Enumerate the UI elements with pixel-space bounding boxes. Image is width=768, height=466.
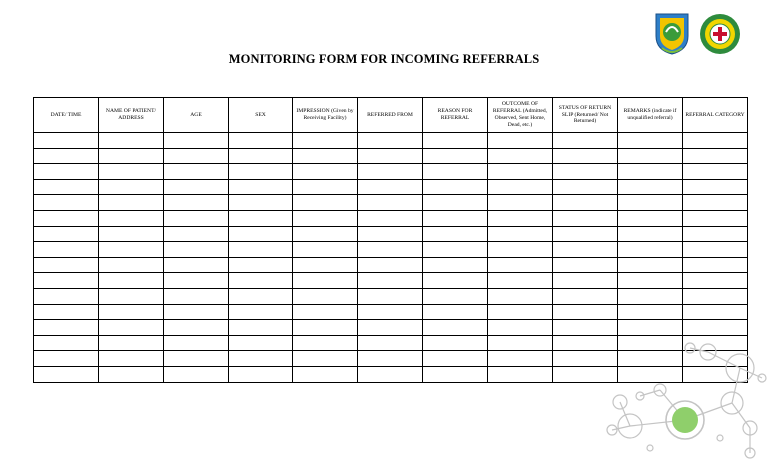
table-cell[interactable] bbox=[34, 210, 99, 226]
table-cell[interactable] bbox=[618, 257, 683, 273]
table-cell[interactable] bbox=[229, 335, 293, 351]
table-cell[interactable] bbox=[99, 273, 164, 289]
table-cell[interactable] bbox=[99, 179, 164, 195]
table-cell[interactable] bbox=[423, 226, 488, 242]
column-header-outcome-of-referral: OUTCOME OF REFERRAL (Admitted, Observed, Sent Home, Dead, etc.) bbox=[488, 98, 553, 133]
table-row bbox=[34, 288, 748, 304]
table-cell[interactable] bbox=[423, 288, 488, 304]
table-cell[interactable] bbox=[164, 195, 229, 211]
table-cell[interactable] bbox=[293, 179, 358, 195]
table-cell[interactable] bbox=[683, 273, 748, 289]
table-cell[interactable] bbox=[293, 133, 358, 149]
table-cell[interactable] bbox=[488, 148, 553, 164]
table-cell[interactable] bbox=[553, 164, 618, 180]
table-cell[interactable] bbox=[229, 164, 293, 180]
table-row bbox=[34, 273, 748, 289]
table-cell[interactable] bbox=[293, 148, 358, 164]
table-cell[interactable] bbox=[618, 148, 683, 164]
table-cell[interactable] bbox=[683, 226, 748, 242]
table-row bbox=[34, 195, 748, 211]
table-cell[interactable] bbox=[618, 304, 683, 320]
table-row bbox=[34, 210, 748, 226]
table-cell[interactable] bbox=[683, 320, 748, 336]
table-cell[interactable] bbox=[293, 195, 358, 211]
header-logos bbox=[652, 10, 744, 56]
table-cell[interactable] bbox=[99, 210, 164, 226]
table-cell[interactable] bbox=[358, 366, 423, 382]
column-header-impression: IMPRESSION (Given by Receiving Facility) bbox=[293, 98, 358, 133]
table-cell[interactable] bbox=[358, 257, 423, 273]
molecule-network-icon bbox=[590, 338, 768, 466]
table-cell[interactable] bbox=[488, 304, 553, 320]
table-cell[interactable] bbox=[423, 242, 488, 258]
table-cell[interactable] bbox=[99, 164, 164, 180]
table-cell[interactable] bbox=[34, 320, 99, 336]
table-cell[interactable] bbox=[358, 195, 423, 211]
column-header-patient-name-address: NAME OF PATIENT/ ADDRESS bbox=[99, 98, 164, 133]
table-cell[interactable] bbox=[358, 242, 423, 258]
table-cell[interactable] bbox=[683, 304, 748, 320]
table-row bbox=[34, 242, 748, 258]
table-cell[interactable] bbox=[488, 288, 553, 304]
table-cell[interactable] bbox=[293, 226, 358, 242]
table-cell[interactable] bbox=[293, 304, 358, 320]
table-cell[interactable] bbox=[683, 179, 748, 195]
table-cell[interactable] bbox=[553, 133, 618, 149]
column-header-reason-for-referral: REASON FOR REFERRAL bbox=[423, 98, 488, 133]
table-cell[interactable] bbox=[34, 226, 99, 242]
table-cell[interactable] bbox=[553, 304, 618, 320]
table-cell[interactable] bbox=[553, 288, 618, 304]
table-cell[interactable] bbox=[488, 133, 553, 149]
table-cell[interactable] bbox=[553, 257, 618, 273]
table-cell[interactable] bbox=[164, 335, 229, 351]
table-cell[interactable] bbox=[293, 273, 358, 289]
table-cell[interactable] bbox=[553, 273, 618, 289]
table-cell[interactable] bbox=[164, 351, 229, 367]
table-cell[interactable] bbox=[229, 226, 293, 242]
table-cell[interactable] bbox=[358, 335, 423, 351]
table-cell[interactable] bbox=[488, 366, 553, 382]
table-cell[interactable] bbox=[229, 133, 293, 149]
table-cell[interactable] bbox=[164, 288, 229, 304]
table-cell[interactable] bbox=[293, 164, 358, 180]
table-cell[interactable] bbox=[618, 133, 683, 149]
table-cell[interactable] bbox=[229, 273, 293, 289]
table-cell[interactable] bbox=[488, 195, 553, 211]
table-cell[interactable] bbox=[229, 351, 293, 367]
table-cell[interactable] bbox=[358, 164, 423, 180]
table-cell[interactable] bbox=[423, 164, 488, 180]
table-cell[interactable] bbox=[358, 226, 423, 242]
table-cell[interactable] bbox=[99, 288, 164, 304]
table-cell[interactable] bbox=[358, 210, 423, 226]
table-cell[interactable] bbox=[34, 335, 99, 351]
column-header-age: AGE bbox=[164, 98, 229, 133]
table-cell[interactable] bbox=[164, 148, 229, 164]
table-cell[interactable] bbox=[229, 148, 293, 164]
table-cell[interactable] bbox=[618, 273, 683, 289]
table-cell[interactable] bbox=[293, 351, 358, 367]
table-cell[interactable] bbox=[683, 210, 748, 226]
table-cell[interactable] bbox=[683, 195, 748, 211]
table-cell[interactable] bbox=[423, 273, 488, 289]
column-header-referred-from: REFERRED FROM bbox=[358, 98, 423, 133]
table-cell[interactable] bbox=[488, 179, 553, 195]
table-cell[interactable] bbox=[229, 304, 293, 320]
table-cell[interactable] bbox=[34, 164, 99, 180]
table-cell[interactable] bbox=[423, 335, 488, 351]
table-cell[interactable] bbox=[618, 164, 683, 180]
table-row bbox=[34, 257, 748, 273]
table-cell[interactable] bbox=[423, 133, 488, 149]
table-row bbox=[34, 304, 748, 320]
table-cell[interactable] bbox=[358, 351, 423, 367]
table-cell[interactable] bbox=[553, 226, 618, 242]
table-cell[interactable] bbox=[423, 148, 488, 164]
column-header-referral-category: REFERRAL CATEGORY bbox=[683, 98, 748, 133]
table-cell[interactable] bbox=[34, 195, 99, 211]
table-cell[interactable] bbox=[99, 133, 164, 149]
table-cell[interactable] bbox=[423, 351, 488, 367]
table-cell[interactable] bbox=[553, 210, 618, 226]
table-cell[interactable] bbox=[229, 195, 293, 211]
table-row bbox=[34, 226, 748, 242]
table-cell[interactable] bbox=[99, 242, 164, 258]
table-cell[interactable] bbox=[164, 273, 229, 289]
table-cell[interactable] bbox=[164, 304, 229, 320]
table-cell[interactable] bbox=[618, 179, 683, 195]
table-cell[interactable] bbox=[618, 320, 683, 336]
table-cell[interactable] bbox=[99, 148, 164, 164]
table-cell[interactable] bbox=[164, 210, 229, 226]
table-cell[interactable] bbox=[488, 164, 553, 180]
table-cell[interactable] bbox=[618, 226, 683, 242]
table-cell[interactable] bbox=[34, 148, 99, 164]
table-cell[interactable] bbox=[553, 195, 618, 211]
table-cell[interactable] bbox=[164, 320, 229, 336]
table-cell[interactable] bbox=[99, 195, 164, 211]
table-cell[interactable] bbox=[423, 320, 488, 336]
table-cell[interactable] bbox=[99, 335, 164, 351]
table-cell[interactable] bbox=[99, 304, 164, 320]
table-cell[interactable] bbox=[229, 179, 293, 195]
table-cell[interactable] bbox=[34, 179, 99, 195]
table-cell[interactable] bbox=[99, 366, 164, 382]
table-cell[interactable] bbox=[358, 320, 423, 336]
table-cell[interactable] bbox=[99, 226, 164, 242]
table-cell[interactable] bbox=[293, 288, 358, 304]
table-cell[interactable] bbox=[99, 320, 164, 336]
table-row bbox=[34, 148, 748, 164]
table-cell[interactable] bbox=[229, 257, 293, 273]
table-cell[interactable] bbox=[683, 257, 748, 273]
column-header-sex: SEX bbox=[229, 98, 293, 133]
table-row bbox=[34, 320, 748, 336]
table-cell[interactable] bbox=[553, 179, 618, 195]
table-cell[interactable] bbox=[164, 133, 229, 149]
table-cell[interactable] bbox=[293, 320, 358, 336]
table-cell[interactable] bbox=[683, 148, 748, 164]
table-cell[interactable] bbox=[358, 288, 423, 304]
table-cell[interactable] bbox=[164, 226, 229, 242]
table-cell[interactable] bbox=[164, 366, 229, 382]
table-cell[interactable] bbox=[358, 304, 423, 320]
column-header-return-slip-status: STATUS OF RETURN SLIP (Returned/ Not Returned) bbox=[553, 98, 618, 133]
table-cell[interactable] bbox=[488, 320, 553, 336]
table-cell[interactable] bbox=[488, 210, 553, 226]
table-cell[interactable] bbox=[34, 351, 99, 367]
table-cell[interactable] bbox=[293, 242, 358, 258]
column-header-remarks: REMARKS (indicate if unqualified referral) bbox=[618, 98, 683, 133]
table-cell[interactable] bbox=[358, 133, 423, 149]
table-cell[interactable] bbox=[553, 148, 618, 164]
table-cell[interactable] bbox=[293, 366, 358, 382]
table-row bbox=[34, 164, 748, 180]
table-cell[interactable] bbox=[488, 226, 553, 242]
table-cell[interactable] bbox=[488, 351, 553, 367]
table-cell[interactable] bbox=[423, 195, 488, 211]
table-cell[interactable] bbox=[358, 148, 423, 164]
table-cell[interactable] bbox=[229, 366, 293, 382]
table-cell[interactable] bbox=[423, 179, 488, 195]
table-cell[interactable] bbox=[553, 320, 618, 336]
table-cell[interactable] bbox=[618, 288, 683, 304]
header-row bbox=[34, 98, 748, 133]
table-cell[interactable] bbox=[34, 304, 99, 320]
table-cell[interactable] bbox=[683, 164, 748, 180]
table-row bbox=[34, 133, 748, 149]
form-title: MONITORING FORM FOR INCOMING REFERRALS bbox=[228, 52, 540, 66]
table-cell[interactable] bbox=[164, 164, 229, 180]
table-cell[interactable] bbox=[683, 242, 748, 258]
table-cell[interactable] bbox=[423, 257, 488, 273]
table-cell[interactable] bbox=[488, 273, 553, 289]
table-cell[interactable] bbox=[293, 335, 358, 351]
table-cell[interactable] bbox=[229, 320, 293, 336]
table-cell[interactable] bbox=[34, 133, 99, 149]
table-cell[interactable] bbox=[683, 133, 748, 149]
table-cell[interactable] bbox=[34, 273, 99, 289]
department-of-health-seal-icon bbox=[700, 14, 740, 54]
table-cell[interactable] bbox=[618, 242, 683, 258]
table-cell[interactable] bbox=[34, 288, 99, 304]
table-cell[interactable] bbox=[34, 366, 99, 382]
municipal-seal-icon bbox=[656, 14, 688, 54]
table-cell[interactable] bbox=[34, 242, 99, 258]
table-cell[interactable] bbox=[488, 242, 553, 258]
table-cell[interactable] bbox=[618, 195, 683, 211]
table-cell[interactable] bbox=[164, 257, 229, 273]
table-cell[interactable] bbox=[99, 257, 164, 273]
table-cell[interactable] bbox=[34, 257, 99, 273]
table-row bbox=[34, 179, 748, 195]
table-cell[interactable] bbox=[618, 210, 683, 226]
table-cell[interactable] bbox=[553, 242, 618, 258]
table-cell[interactable] bbox=[293, 257, 358, 273]
table-cell[interactable] bbox=[229, 210, 293, 226]
column-header-date-time: DATE/ TIME bbox=[34, 98, 99, 133]
table-cell[interactable] bbox=[683, 288, 748, 304]
table-cell[interactable] bbox=[164, 179, 229, 195]
table-cell[interactable] bbox=[358, 273, 423, 289]
table-cell[interactable] bbox=[488, 257, 553, 273]
table-cell[interactable] bbox=[423, 304, 488, 320]
table-cell[interactable] bbox=[99, 351, 164, 367]
table-cell[interactable] bbox=[164, 242, 229, 258]
table-cell[interactable] bbox=[358, 179, 423, 195]
table-cell[interactable] bbox=[423, 210, 488, 226]
table-cell[interactable] bbox=[293, 210, 358, 226]
table-cell[interactable] bbox=[229, 288, 293, 304]
table-cell[interactable] bbox=[229, 242, 293, 258]
table-cell[interactable] bbox=[423, 366, 488, 382]
table-cell[interactable] bbox=[488, 335, 553, 351]
